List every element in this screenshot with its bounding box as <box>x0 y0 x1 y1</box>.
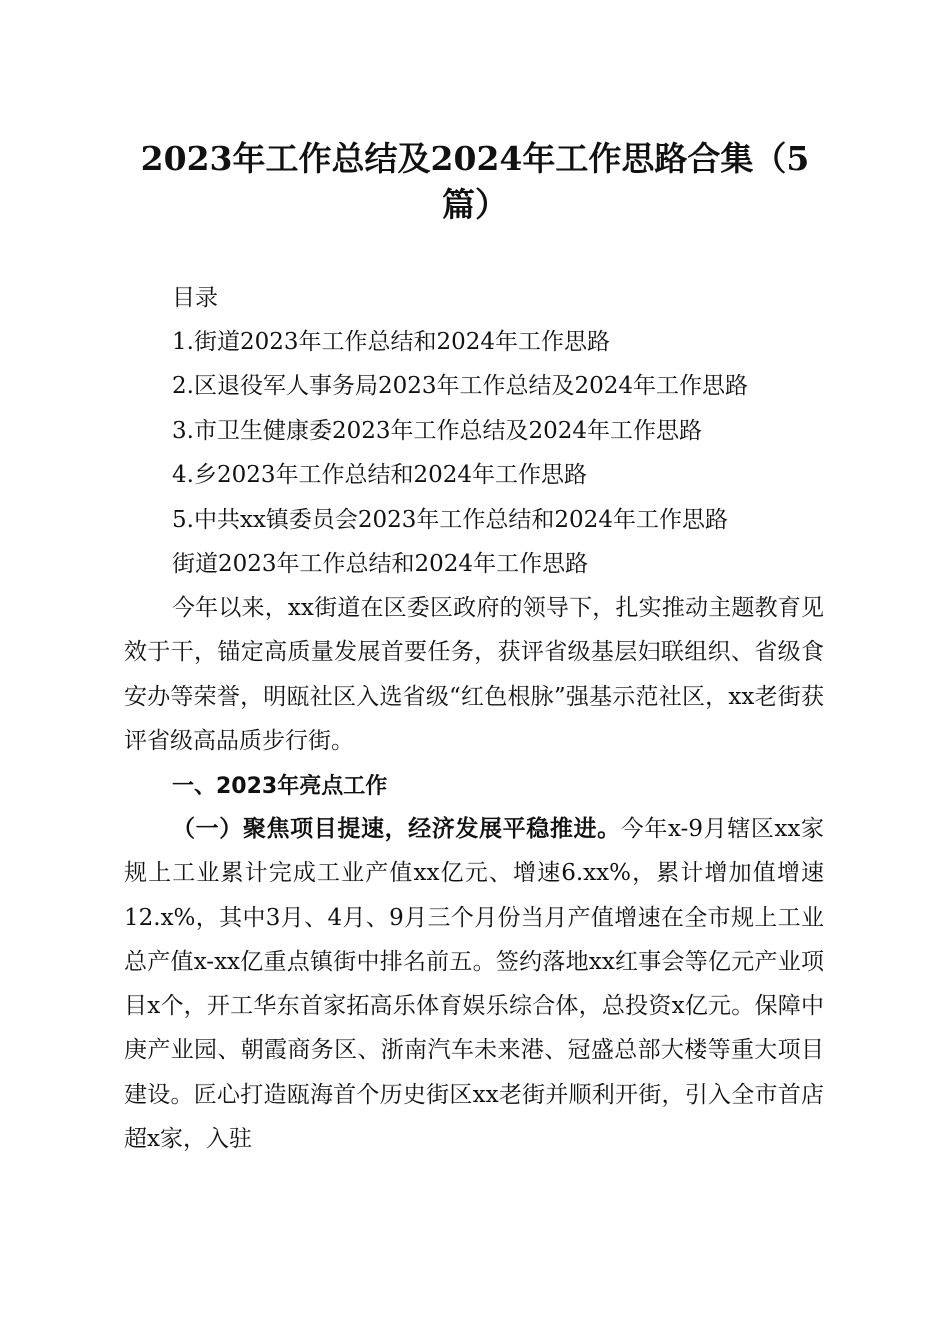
intro-paragraph: 今年以来，xx街道在区委区政府的领导下，扎实推动主题教育见效于干，锚定高质量发展首要任务，获评省级基层妇联组织、省级食安办等荣誉，明瓯社区入选省级“红色根脉”强基示范社区，xx老街获评省级高品质步行街。 <box>124 595 824 754</box>
section-lead: （一）聚焦项目提速，经济发展平稳推进。 <box>172 815 621 842</box>
section-heading: 一、2023年亮点工作 <box>172 774 388 799</box>
section-body: 今年x-9月辖区xx家规上工业累计完成工业产值xx亿元、增速6.xx%，累计增加值增速12.x%，其中3月、4月、9月三个月份当月产值增速在全市规上工业总产值x-xx亿重点镇街中排名前五。签约落地xx红事会等亿元产业项目x个，开工华东首家拓高乐体育娱乐综合体，总投资x亿元。保障中庚产业园、朝霞商务区、浙南汽车未来港、冠盛总部大楼等重大项目建设。匠心打造瓯海首个历史街区xx老街并顺利开街，引入全市首店超x家，入驻 <box>124 816 824 1153</box>
document-title: 2023年工作总结及2024年工作思路合集（5篇） <box>140 139 810 224</box>
toc-item-4: 4.乡2023年工作总结和2024年工作思路 <box>172 462 588 488</box>
toc-item-2: 2.区退役军人事务局2023年工作总结及2024年工作思路 <box>172 373 749 399</box>
toc-item-3: 3.市卫生健康委2023年工作总结及2024年工作思路 <box>172 418 703 444</box>
toc-item-1: 1.街道2023年工作总结和2024年工作思路 <box>172 329 611 355</box>
section-paragraph <box>124 807 824 1161</box>
article-subtitle: 街道2023年工作总结和2024年工作思路 <box>172 551 589 577</box>
toc-label: 目录 <box>172 285 218 311</box>
toc-item-5: 5.中共xx镇委员会2023年工作总结和2024年工作思路 <box>172 507 728 533</box>
